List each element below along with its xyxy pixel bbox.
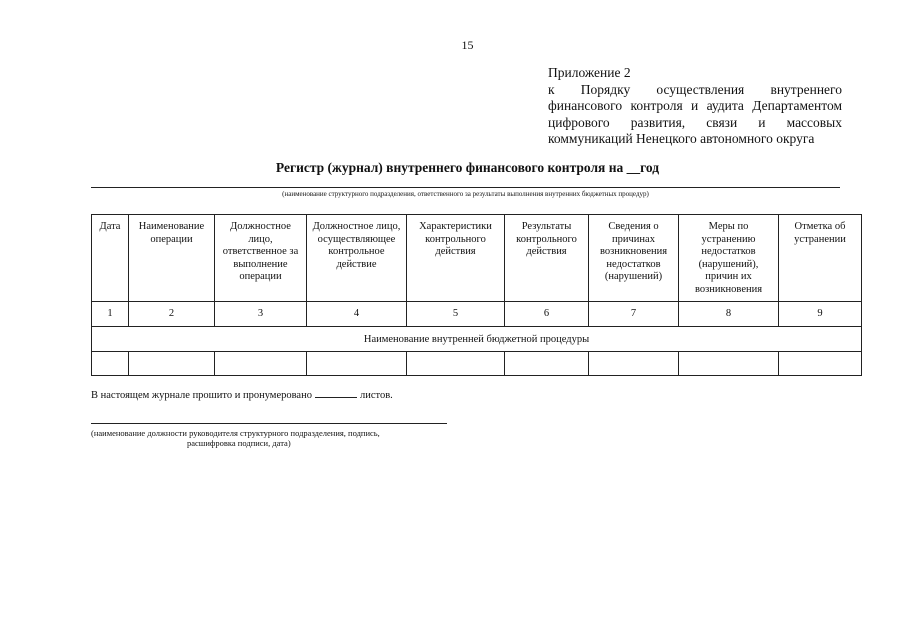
column-header-operation: Наименование операции xyxy=(129,215,215,302)
journal-note xyxy=(91,388,393,401)
column-header-responsible: Должностное лицо, ответственное за выполнение операции xyxy=(215,215,307,302)
table-cell xyxy=(307,352,407,376)
appendix-line: к Порядку осуществления внутреннего xyxy=(548,81,842,97)
column-header-measures: Меры по устранению недостатков (нарушений), причин их возникновения xyxy=(679,215,779,302)
table-cell xyxy=(679,352,779,376)
journal-note-text: В настоящем журнале прошито и пронумеровано xyxy=(91,390,312,401)
column-header-characteristics: Характеристики контрольного действия xyxy=(407,215,505,302)
column-header-mark: Отметка об устранении xyxy=(779,215,862,302)
column-number: 5 xyxy=(407,302,505,327)
appendix-line: коммуникаций Ненецкого автономного округа xyxy=(548,131,815,146)
register-table xyxy=(91,214,862,376)
table-row xyxy=(92,352,862,376)
column-number: 1 xyxy=(92,302,129,327)
appendix-line: финансового контроля и аудита Департаментом xyxy=(548,98,842,113)
table-header-row xyxy=(92,215,862,302)
signature-caption-line: расшифровка подписи, дата) xyxy=(187,438,291,448)
column-header-results: Результаты контрольного действия xyxy=(505,215,589,302)
table-cell xyxy=(589,352,679,376)
section-label: Наименование внутренней бюджетной процедуры xyxy=(92,327,862,352)
title-caption: (наименование структурного подразделения, ответственного за результаты выполнения внутренних бюджетных процедур) xyxy=(282,190,649,198)
register-title: Регистр (журнал) внутреннего финансового контроля на __год xyxy=(275,160,660,175)
table-cell xyxy=(92,352,129,376)
appendix-title: Приложение 2 xyxy=(548,65,631,80)
table-cell xyxy=(407,352,505,376)
column-number: 7 xyxy=(589,302,679,327)
column-number: 8 xyxy=(679,302,779,327)
signature-caption-line: (наименование должности руководителя структурного подразделения, подпись, xyxy=(91,428,380,438)
journal-note-suffix: листов. xyxy=(359,390,393,401)
column-number: 2 xyxy=(129,302,215,327)
column-header-date: Дата xyxy=(92,215,129,302)
column-number-row xyxy=(92,302,862,327)
appendix-block xyxy=(548,65,842,148)
table-cell xyxy=(129,352,215,376)
page-number: 15 xyxy=(461,38,474,52)
column-number: 9 xyxy=(779,302,862,327)
signature-line xyxy=(91,423,447,424)
column-number: 6 xyxy=(505,302,589,327)
signature-caption xyxy=(91,428,411,448)
sheet-count-blank xyxy=(315,388,357,398)
appendix-line: цифрового развития, связи и массовых xyxy=(548,114,842,130)
column-header-controller: Должностное лицо, осуществляющее контрольное действие xyxy=(307,215,407,302)
section-row xyxy=(92,327,862,352)
title-underline xyxy=(91,187,840,188)
table-cell xyxy=(779,352,862,376)
column-number: 4 xyxy=(307,302,407,327)
table-cell xyxy=(505,352,589,376)
column-header-causes: Сведения о причинах возникновения недостатков (нарушений) xyxy=(589,215,679,302)
table-cell xyxy=(215,352,307,376)
column-number: 3 xyxy=(215,302,307,327)
